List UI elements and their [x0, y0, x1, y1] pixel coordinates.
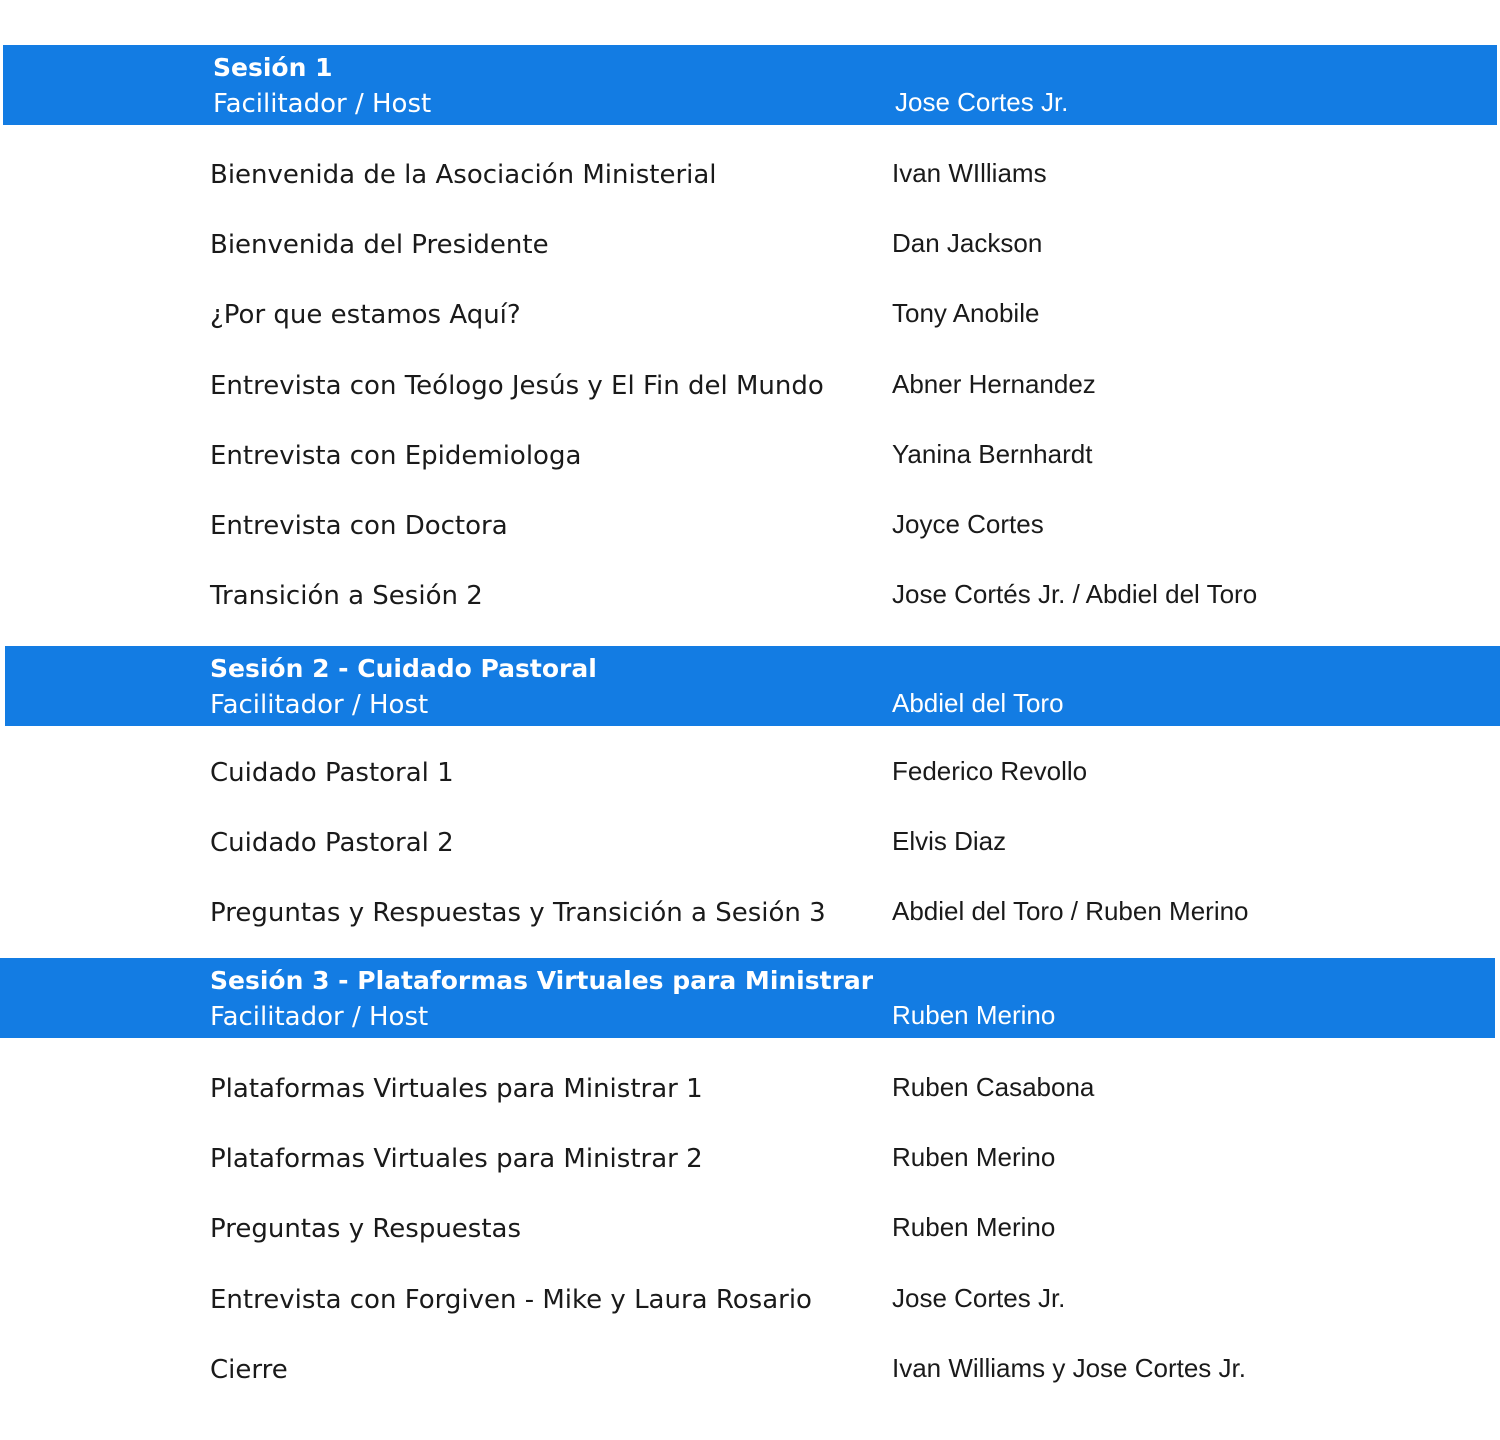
host-name: Abdiel del Toro — [892, 688, 1064, 718]
agenda-row — [0, 227, 1500, 263]
host-label: Facilitador / Host — [210, 1002, 429, 1032]
agenda-row — [0, 1071, 1500, 1107]
speaker: Joyce Cortes — [892, 509, 1044, 539]
speaker: Yanina Bernhardt — [892, 439, 1093, 469]
agenda-row — [0, 578, 1500, 614]
speaker: Ruben Merino — [892, 1212, 1056, 1242]
agenda-row — [0, 1282, 1500, 1318]
session-title: Sesión 1 — [213, 53, 333, 82]
speaker: Elvis Diaz — [892, 826, 1007, 856]
session-2-header — [5, 646, 1500, 726]
topic: Cierre — [210, 1355, 288, 1385]
host-label: Facilitador / Host — [210, 690, 429, 720]
topic: ¿Por que estamos Aquí? — [210, 300, 521, 330]
speaker: Abdiel del Toro / Ruben Merino — [892, 896, 1249, 926]
topic: Entrevista con Epidemiologa — [210, 441, 582, 471]
speaker: Ruben Casabona — [892, 1072, 1095, 1102]
speaker: Jose Cortés Jr. / Abdiel del Toro — [892, 579, 1258, 609]
host-label: Facilitador / Host — [213, 89, 432, 119]
topic: Entrevista con Teólogo Jesús y El Fin del Mundo — [210, 371, 824, 401]
speaker: Tony Anobile — [892, 298, 1040, 328]
agenda-row — [0, 508, 1500, 544]
session-1-header — [3, 45, 1497, 125]
agenda-row — [0, 1352, 1500, 1388]
agenda-row — [0, 1211, 1500, 1247]
agenda-row — [0, 438, 1500, 474]
topic: Entrevista con Forgiven - Mike y Laura Rosario — [210, 1285, 812, 1315]
speaker: Dan Jackson — [892, 228, 1043, 258]
host-name: Ruben Merino — [892, 1000, 1056, 1030]
speaker: Federico Revollo — [892, 756, 1088, 786]
session-title: Sesión 2 - Cuidado Pastoral — [210, 654, 597, 683]
speaker: Ruben Merino — [892, 1142, 1056, 1172]
topic: Plataformas Virtuales para Ministrar 2 — [210, 1144, 703, 1174]
session-3-header — [0, 958, 1495, 1038]
topic: Entrevista con Doctora — [210, 511, 508, 541]
speaker: Jose Cortes Jr. — [892, 1283, 1066, 1313]
speaker: Abner Hernandez — [892, 369, 1096, 399]
session-title: Sesión 3 - Plataformas Virtuales para Ministrar — [210, 966, 874, 995]
agenda-row — [0, 895, 1500, 931]
agenda-row — [0, 368, 1500, 404]
topic: Bienvenida de la Asociación Ministerial — [210, 160, 717, 190]
agenda-row — [0, 755, 1500, 791]
agenda-row — [0, 1141, 1500, 1177]
topic: Cuidado Pastoral 1 — [210, 758, 454, 788]
topic: Preguntas y Respuestas — [210, 1214, 522, 1244]
topic: Cuidado Pastoral 2 — [210, 828, 454, 858]
topic: Plataformas Virtuales para Ministrar 1 — [210, 1074, 703, 1104]
topic: Transición a Sesión 2 — [210, 581, 483, 611]
agenda-row — [0, 157, 1500, 193]
topic: Preguntas y Respuestas y Transición a Sesión 3 — [210, 898, 826, 928]
agenda-row — [0, 297, 1500, 333]
speaker: Ivan WIlliams — [892, 158, 1047, 188]
host-name: Jose Cortes Jr. — [895, 87, 1069, 117]
agenda-row — [0, 825, 1500, 861]
topic: Bienvenida del Presidente — [210, 230, 549, 260]
speaker: Ivan Williams y Jose Cortes Jr. — [892, 1353, 1246, 1383]
